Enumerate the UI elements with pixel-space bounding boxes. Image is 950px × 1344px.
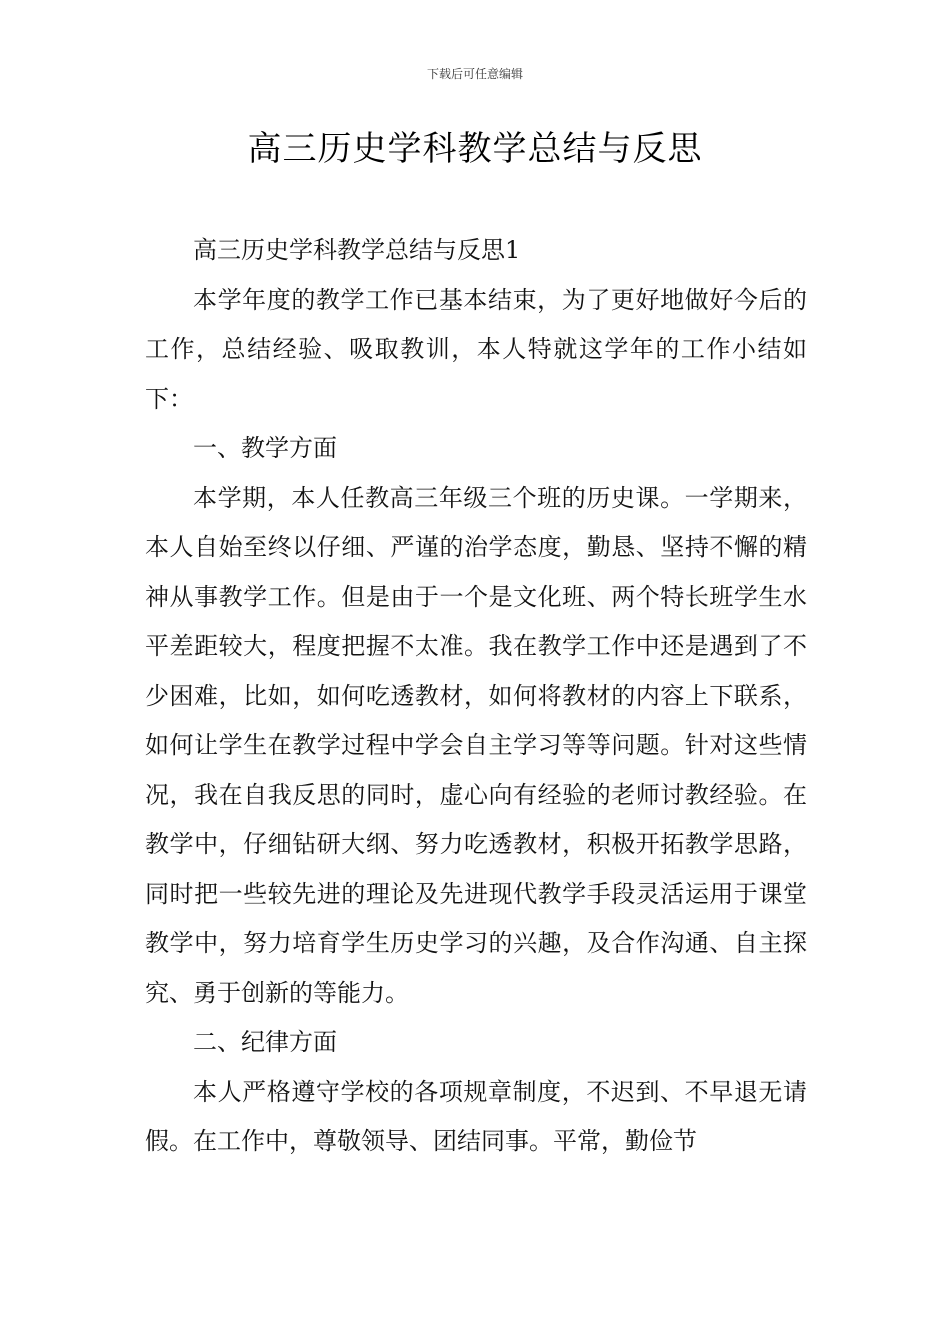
document-body xyxy=(145,226,807,1167)
header-note: 下载后可任意编辑 xyxy=(426,67,523,81)
section-heading-discipline: 二、纪律方面 xyxy=(193,1028,337,1056)
intro-paragraph: 本学年度的教学工作已基本结束，为了更好地做好今后的工作，总结经验、吸取教训，本人特就这学年的工作小结如下： xyxy=(145,285,807,413)
teaching-paragraph: 本学期，本人任教高三年级三个班的历史课。一学期来，本人自始至终以仔细、严谨的治学态度，勤恳、坚持不懈的精神从事教学工作。但是由于一个是文化班、两个特长班学生水平差距较大，程度把握不太准。我在教学工作中还是遇到了不少困难，比如，如何吃透教材，如何将教材的内容上下联系，如何让学生在教学过程中学会自主学习等等问题。针对这些情况，我在自我反思的同时，虚心向有经验的老师讨教经验。在教学中，仔细钻研大纲、努力吃透教材，积极开拓教学思路，同时把一些较先进的理论及先进现代教学手段灵活运用于课堂教学中，努力培育学生历史学习的兴趣，及合作沟通、自主探究、勇于创新的等能力。 xyxy=(145,483,807,1007)
subtitle-paragraph: 高三历史学科教学总结与反思1 xyxy=(193,236,521,264)
section-heading-teaching: 一、教学方面 xyxy=(193,434,337,462)
discipline-paragraph: 本人严格遵守学校的各项规章制度，不迟到、不早退无请假。在工作中，尊敬领导、团结同事。平常，勤俭节 xyxy=(145,1077,807,1155)
document-title: 高三历史学科教学总结与反思 xyxy=(247,129,703,169)
